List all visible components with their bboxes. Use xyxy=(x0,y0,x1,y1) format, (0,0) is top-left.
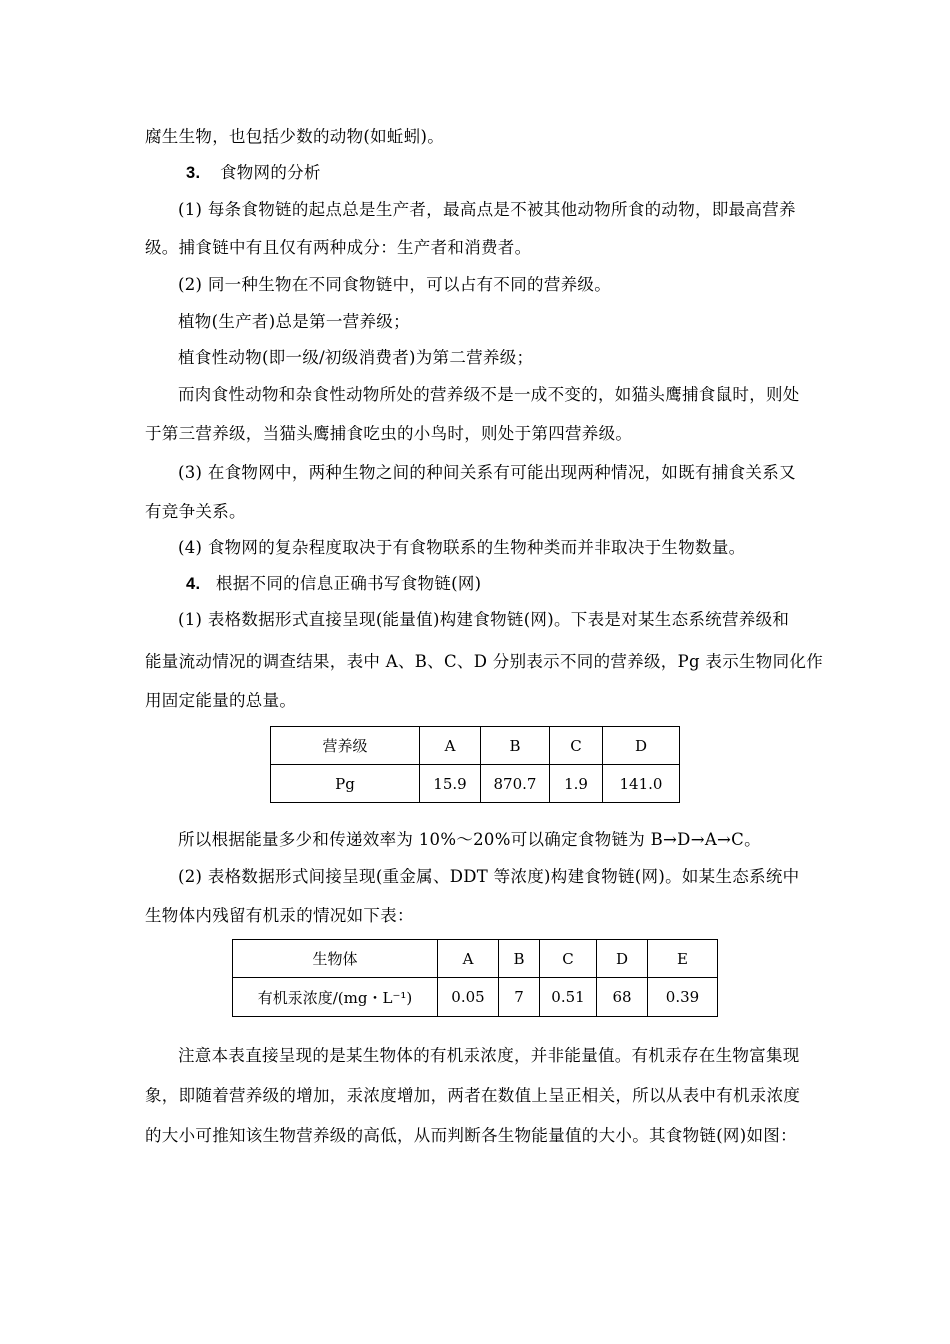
heading-number: 4. xyxy=(186,575,201,593)
paragraph-line: 于第三营养级，当猫头鹰捕食吃虫的小鸟时，则处于第四营养级。 xyxy=(145,424,633,443)
heading-text: 食物网的分析 xyxy=(219,163,321,182)
mercury-table xyxy=(232,939,718,1017)
paragraph-line: (1) 每条食物链的起点总是生产者，最高点是不被其他动物所食的动物，即最高营养 xyxy=(178,200,796,219)
paragraph-line: (3) 在食物网中，两种生物之间的种间关系有可能出现两种情况，如既有捕食关系又 xyxy=(178,463,796,482)
paragraph-line: 有竞争关系。 xyxy=(145,502,246,521)
table-header-cell: C xyxy=(550,727,603,765)
paragraph-line: 能量流动情况的调查结果，表中 A、B、C、D 分别表示不同的营养级，Pg 表示生物同化作 xyxy=(145,652,823,671)
table-cell: 0.51 xyxy=(540,978,597,1017)
table-header-cell: B xyxy=(481,727,550,765)
paragraph-line: 生物体内残留有机汞的情况如下表： xyxy=(145,906,414,925)
table-header-cell: C xyxy=(540,940,597,978)
paragraph-line: 而肉食性动物和杂食性动物所处的营养级不是一成不变的，如猫头鹰捕食鼠时，则处 xyxy=(178,385,800,404)
table-cell: 0.39 xyxy=(648,978,718,1017)
paragraph-line: (1) 表格数据形式直接呈现(能量值)构建食物链(网)。下表是对某生态系统营养级和 xyxy=(178,610,790,629)
table-header-cell: E xyxy=(648,940,718,978)
table-cell: 68 xyxy=(597,978,648,1017)
energy-table xyxy=(270,726,680,803)
table-header-cell: D xyxy=(597,940,648,978)
table-header-cell: 生物体 xyxy=(233,940,438,978)
table-cell: 141.0 xyxy=(603,765,680,803)
paragraph-line: 注意本表直接呈现的是某生物体的有机汞浓度，并非能量值。有机汞存在生物富集现 xyxy=(178,1046,800,1065)
paragraph-line: 植物(生产者)总是第一营养级； xyxy=(178,312,410,331)
heading-number: 3. xyxy=(186,164,201,182)
section-heading-3 xyxy=(186,163,321,183)
table-header-cell: A xyxy=(420,727,481,765)
paragraph-line: 用固定能量的总量。 xyxy=(145,691,297,710)
table-cell: 有机汞浓度/(mg・L⁻¹) xyxy=(233,978,438,1017)
table-cell: Pg xyxy=(271,765,420,803)
paragraph-line: 所以根据能量多少和传递效率为 10%～20%可以确定食物链为 B→D→A→C。 xyxy=(178,830,761,849)
paragraph-line: 级。捕食链中有且仅有两种成分：生产者和消费者。 xyxy=(145,238,532,257)
table-cell: 7 xyxy=(499,978,540,1017)
heading-text: 根据不同的信息正确书写食物链(网) xyxy=(215,574,482,593)
table-cell: 1.9 xyxy=(550,765,603,803)
table-cell: 15.9 xyxy=(420,765,481,803)
table-cell: 870.7 xyxy=(481,765,550,803)
paragraph-line: 的大小可推知该生物营养级的高低，从而判断各生物能量值的大小。其食物链(网)如图： xyxy=(145,1126,797,1145)
paragraph-line: (2) 同一种生物在不同食物链中，可以占有不同的营养级。 xyxy=(178,275,612,294)
section-heading-4 xyxy=(186,574,481,594)
table-header-cell: 营养级 xyxy=(271,727,420,765)
paragraph-line: 腐生生物，也包括少数的动物(如蚯蚓)。 xyxy=(145,127,445,146)
table-header-cell: B xyxy=(499,940,540,978)
paragraph-line: 象，即随着营养级的增加，汞浓度增加，两者在数值上呈正相关，所以从表中有机汞浓度 xyxy=(145,1086,801,1105)
paragraph-line: (4) 食物网的复杂程度取决于有食物联系的生物种类而并非取决于生物数量。 xyxy=(178,538,746,557)
table-header-cell: D xyxy=(603,727,680,765)
paragraph-line: (2) 表格数据形式间接呈现(重金属、DDT 等浓度)构建食物链(网)。如某生态系统中 xyxy=(178,867,800,886)
table-cell: 0.05 xyxy=(438,978,499,1017)
table-header-cell: A xyxy=(438,940,499,978)
paragraph-line: 植食性动物(即一级/初级消费者)为第二营养级； xyxy=(178,348,534,367)
